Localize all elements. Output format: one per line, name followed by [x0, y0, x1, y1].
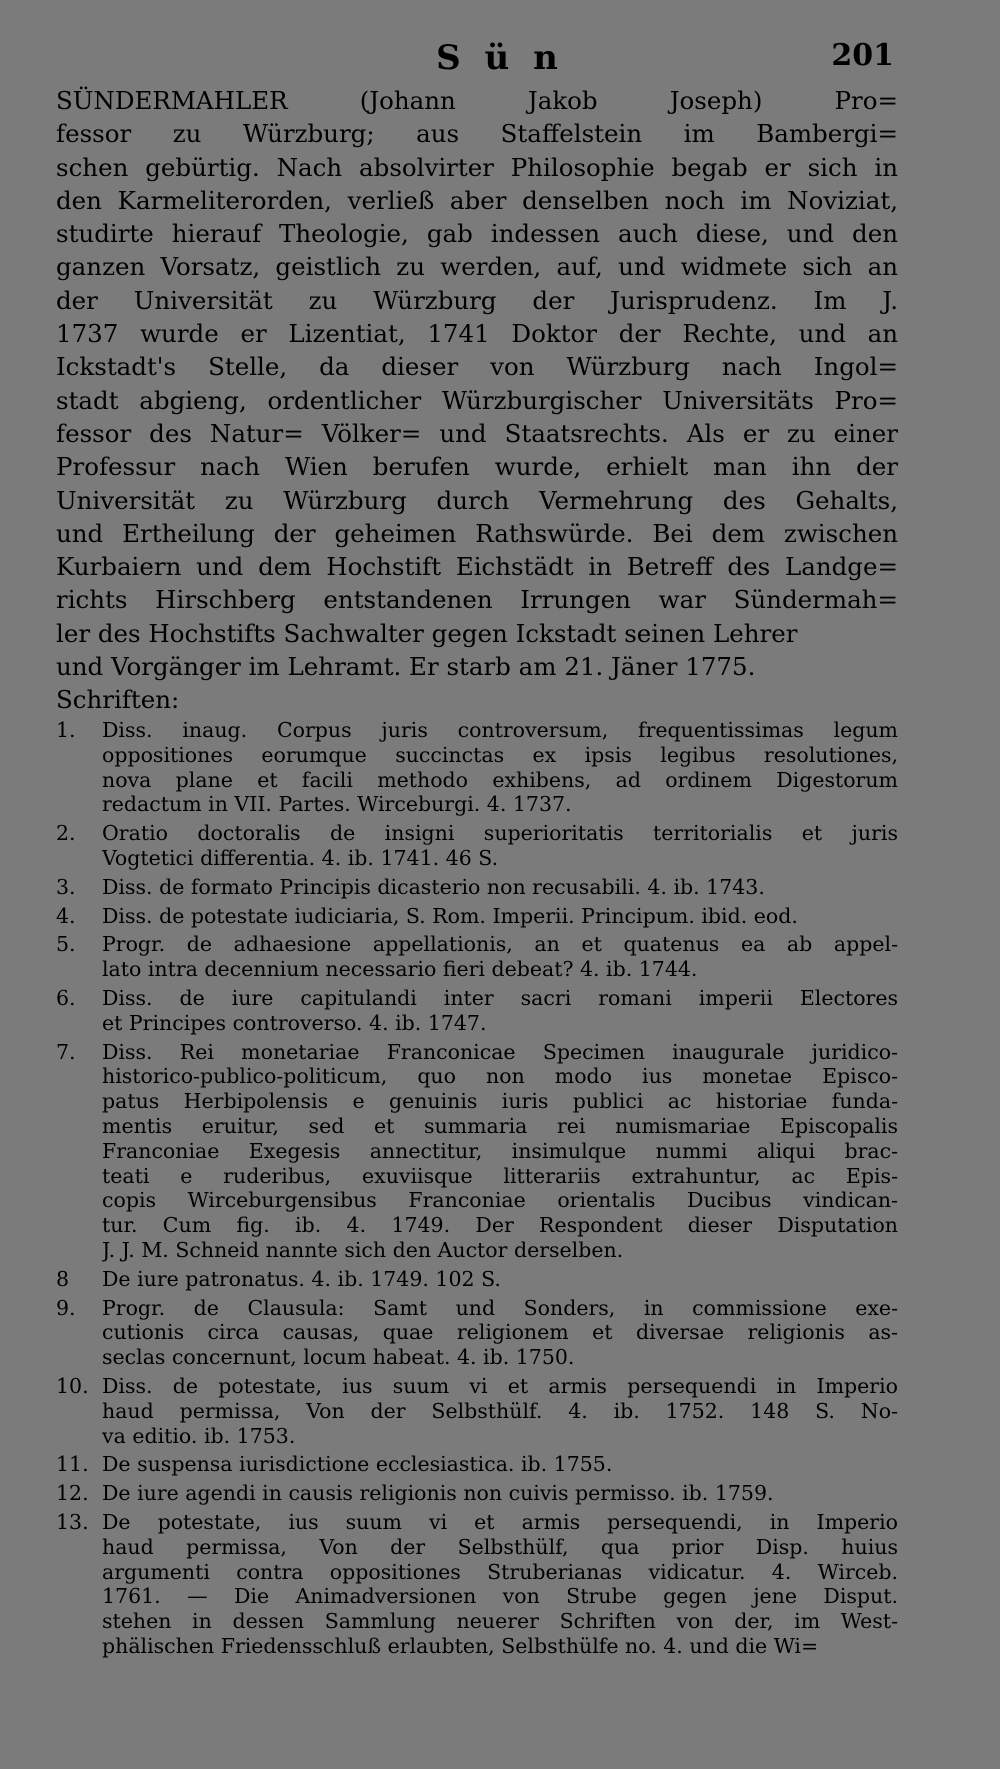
work-line: 1761. — Die Animadversionen von Strube gegen jene Disput. — [102, 1584, 898, 1609]
biography-entry — [56, 84, 898, 717]
work-item — [56, 1374, 898, 1448]
work-line: phälischen Friedensschluß erlaubten, Selbsthülfe no. 4. und die Wi= — [102, 1633, 819, 1658]
entry-line: den Karmeliterorden, verließ aber denselben noch im Noviziat, — [56, 185, 898, 215]
work-line: redactum in VII. Partes. Wirceburgi. 4. 1737. — [102, 792, 572, 817]
work-number: 13. — [56, 1509, 89, 1534]
work-text — [102, 1296, 898, 1370]
work-line: J. J. M. Schneid nannte sich den Auctor derselben. — [102, 1237, 624, 1262]
work-text — [102, 1510, 898, 1659]
work-item — [56, 1267, 898, 1292]
work-item — [56, 1510, 898, 1659]
work-line: mentis eruitur, sed et summaria rei numismariae Episcopalis — [102, 1113, 898, 1138]
work-text — [102, 1374, 898, 1448]
work-line: stehen in dessen Sammlung neuerer Schriften von der, im West- — [102, 1609, 898, 1634]
entry-line: der Universität zu Würzburg der Jurisprudenz. Im J. — [56, 285, 898, 315]
entry-line: fessor des Natur= Völker= und Staatsrechts. Als er zu einer — [56, 418, 898, 448]
page-number: 201 — [831, 38, 894, 73]
work-line: De iure patronatus. 4. ib. 1749. 102 S. — [102, 1266, 501, 1291]
work-item — [56, 1481, 898, 1506]
work-number: 6. — [56, 985, 76, 1010]
work-text — [102, 821, 898, 871]
work-line: patus Herbipolensis e genuinis iuris publici ac historiae funda- — [102, 1089, 898, 1114]
entry-line: und Ertheilung der geheimen Rathswürde. Bei dem zwischen — [56, 518, 898, 548]
running-head — [0, 38, 1000, 82]
work-text — [102, 1481, 898, 1506]
work-number: 1. — [56, 718, 76, 742]
entry-line: Professur nach Wien berufen wurde, erhielt man ihn der — [56, 452, 898, 482]
work-line: seclas concernunt, locum habeat. 4. ib. 1750. — [102, 1345, 575, 1370]
work-line: argumenti contra oppositiones Struberianas vidicatur. 4. Wirceb. — [102, 1559, 898, 1584]
entry-line: schen gebürtig. Nach absolvirter Philosophie begab er sich in — [56, 152, 898, 182]
work-number: 2. — [56, 821, 76, 846]
work-line: Diss. de iure capitulandi inter sacri romani imperii Electores — [102, 985, 898, 1010]
work-line: De potestate, ius suum vi et armis persequendi, in Imperio — [102, 1509, 898, 1534]
work-line: haud permissa, Von der Selbsthülf. 4. ib. 1752. 148 S. No- — [102, 1398, 898, 1423]
work-item — [56, 1040, 898, 1263]
work-number: 3. — [56, 874, 76, 899]
work-line: tur. Cum fig. ib. 4. 1749. Der Respondent dieser Disputation — [102, 1213, 898, 1238]
work-line: teati e ruderibus, exuviisque litterariis extrahuntur, ac Epis- — [102, 1163, 898, 1188]
work-line: lato intra decennium necessario fieri debeat? 4. ib. 1744. — [102, 957, 698, 982]
entry-line: und Vorgänger im Lehramt. Er starb am 21. Jäner 1775. — [56, 652, 756, 682]
work-item — [56, 821, 898, 871]
work-item — [56, 1296, 898, 1370]
work-number: 11. — [56, 1452, 89, 1477]
entry-line: stadt abgieng, ordentlicher Würzburgischer Universitäts Pro= — [56, 385, 898, 415]
work-line: Progr. de adhaesione appellationis, an et quatenus ea ab appel- — [102, 932, 898, 957]
work-number: 9. — [56, 1295, 76, 1320]
work-number: 12. — [56, 1481, 89, 1506]
work-text — [102, 718, 898, 817]
work-line: De suspensa iurisdictione ecclesiastica. ib. 1755. — [102, 1452, 613, 1477]
work-text — [102, 932, 898, 982]
entry-line: richts Hirschberg entstandenen Irrungen war Sündermah= — [56, 585, 898, 615]
entry-line: fessor zu Würzburg; aus Staffelstein im Bambergi= — [56, 119, 898, 149]
work-line: nova plane et facili methodo exhibens, ad ordinem Digestorum — [102, 767, 898, 792]
work-item — [56, 718, 898, 817]
work-number: 8 — [56, 1266, 70, 1291]
work-item — [56, 875, 898, 900]
entry-line: Kurbaiern und dem Hochstift Eichstädt in Betreff des Landge= — [56, 552, 898, 582]
entry-line: ganzen Vorsatz, geistlich zu werden, auf, und widmete sich an — [56, 252, 898, 282]
work-line: va editio. ib. 1753. — [102, 1423, 296, 1448]
work-text — [102, 1452, 898, 1477]
work-line: Diss. inaug. Corpus juris controversum, frequentissimas legum — [102, 718, 898, 742]
work-number: 7. — [56, 1039, 76, 1064]
work-line: cutionis circa causas, quae religionem et diversae religionis as- — [102, 1320, 898, 1345]
entry-line: Universität zu Würzburg durch Vermehrung des Gehalts, — [56, 485, 898, 515]
work-line: haud permissa, Von der Selbsthülf, qua prior Disp. huius — [102, 1534, 898, 1559]
work-line: Diss. de formato Principis dicasterio non recusabili. 4. ib. 1743. — [102, 874, 765, 899]
entry-line: 1737 wurde er Lizentiat, 1741 Doktor der Rechte, und an — [56, 319, 898, 349]
work-number: 5. — [56, 932, 76, 957]
work-line: et Principes controverso. 4. ib. 1747. — [102, 1010, 487, 1035]
work-text — [102, 1040, 898, 1263]
work-line: Diss. de potestate iudiciaria, S. Rom. Imperii. Principum. ibid. eod. — [102, 903, 798, 928]
work-line: oppositiones eorumque succinctas ex ipsis legibus resolutiones, — [102, 742, 898, 767]
work-text — [102, 986, 898, 1036]
work-item — [56, 1452, 898, 1477]
work-line: copis Wirceburgensibus Franconiae orientalis Ducibus vindican- — [102, 1188, 898, 1213]
works-list — [56, 718, 898, 1663]
entry-line: Ickstadt's Stelle, da dieser von Würzburg nach Ingol= — [56, 352, 898, 382]
work-line: Progr. de Clausula: Samt und Sonders, in commissione exe- — [102, 1295, 898, 1320]
work-item — [56, 904, 898, 929]
work-line: historico-publico-politicum, quo non modo ius monetae Episco- — [102, 1064, 898, 1089]
work-text — [102, 875, 898, 900]
work-line: Diss. de potestate, ius suum vi et armis persequendi in Imperio — [102, 1373, 898, 1398]
work-line: Oratio doctoralis de insigni superioritatis territorialis et juris — [102, 821, 898, 846]
work-text — [102, 1267, 898, 1292]
work-line: De iure agendi in causis religionis non cuivis permisso. ib. 1759. — [102, 1481, 774, 1506]
work-number: 4. — [56, 903, 76, 928]
work-line: Vogtetici differentia. 4. ib. 1741. 46 S. — [102, 845, 499, 870]
running-head-title: S ü n — [436, 38, 564, 78]
entry-line: studirte hierauf Theologie, gab indessen auch diese, und den — [56, 219, 898, 249]
work-text — [102, 904, 898, 929]
entry-line: SÜNDERMAHLER (Johann Jakob Joseph) Pro= — [56, 86, 898, 115]
work-line: Diss. Rei monetariae Franconicae Specimen inaugurale juridico- — [102, 1039, 898, 1064]
work-item — [56, 986, 898, 1036]
work-item — [56, 932, 898, 982]
entry-line: Schriften: — [56, 685, 180, 715]
entry-line: ler des Hochstifts Sachwalter gegen Ickstadt seinen Lehrer — [56, 618, 798, 648]
work-line: Franconiae Exegesis annectitur, insimulque nummi aliqui brac- — [102, 1138, 898, 1163]
work-number: 10. — [56, 1373, 89, 1398]
